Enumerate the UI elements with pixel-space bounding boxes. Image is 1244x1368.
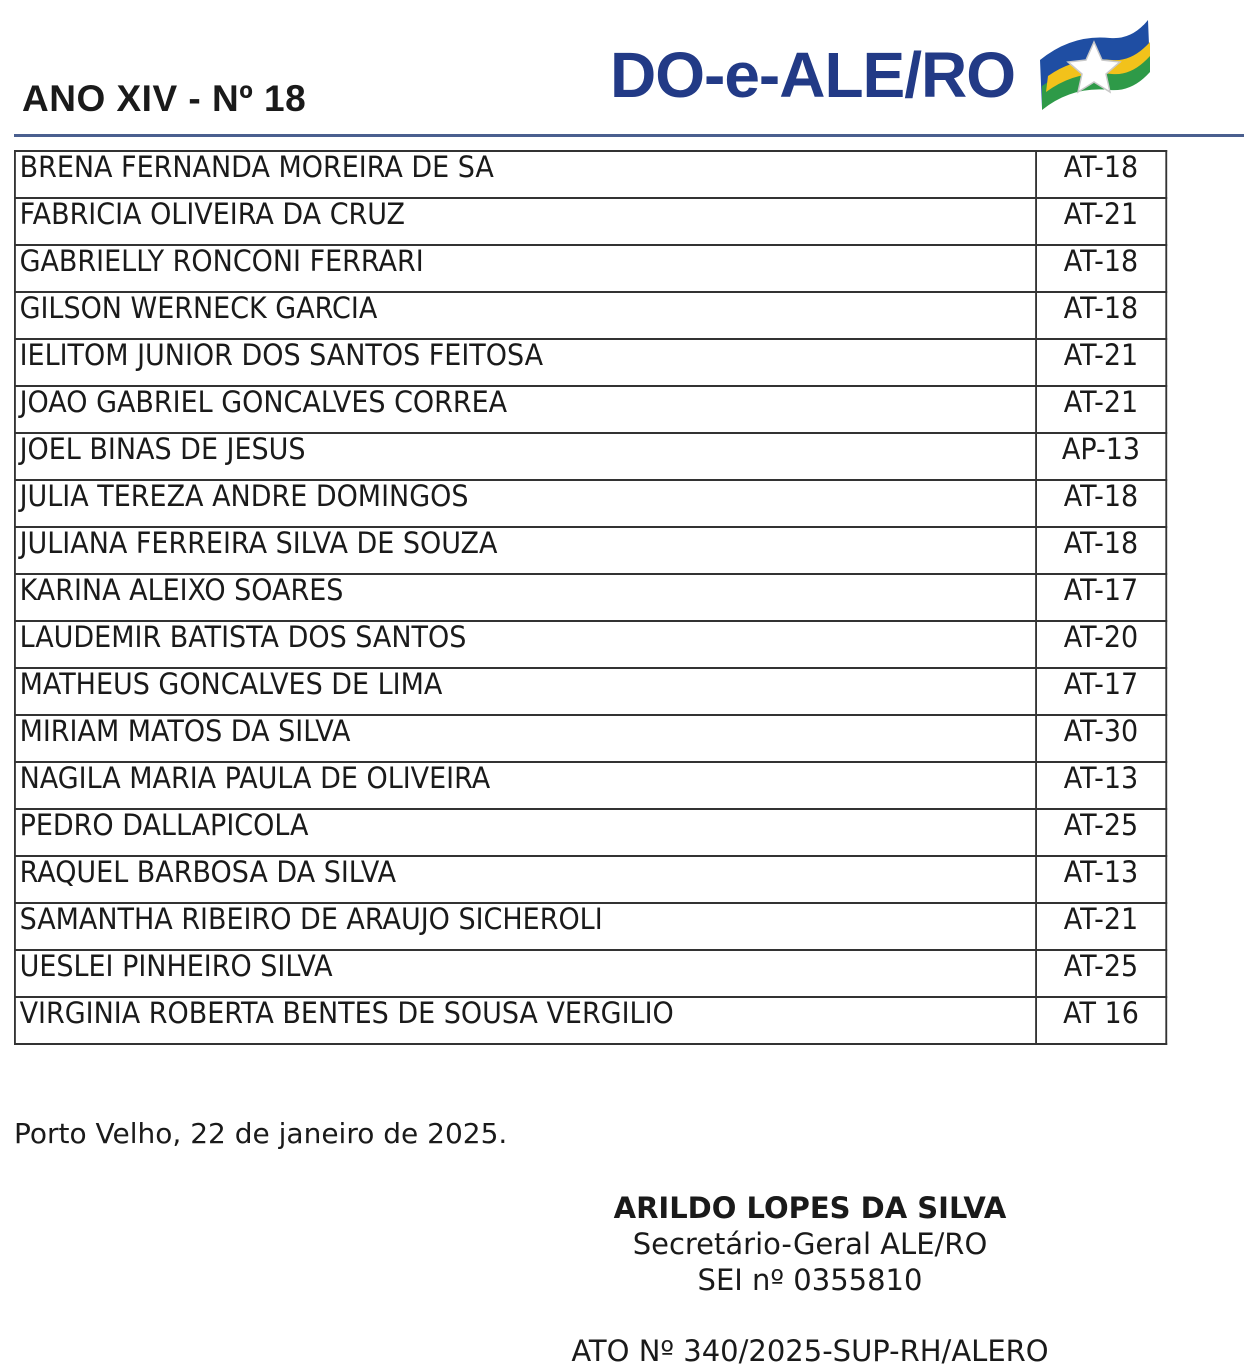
position-code-cell: AT-18	[1036, 292, 1167, 339]
signer-role: Secretário-Geral ALE/RO	[632, 1227, 988, 1261]
position-code-cell: AT-21	[1036, 198, 1167, 245]
header-rule	[14, 134, 1244, 137]
position-code-cell: AT-30	[1036, 715, 1167, 762]
position-code-cell: AT-25	[1036, 950, 1167, 997]
signer-name: ARILDO LOPES DA SILVA	[613, 1191, 1007, 1225]
position-code-cell: AT-17	[1036, 574, 1167, 621]
employee-name-cell: JOAO GABRIEL GONCALVES CORREA	[15, 386, 1036, 433]
employee-name-cell: IELITOM JUNIOR DOS SANTOS FEITOSA	[15, 339, 1036, 386]
employee-name-cell: NAGILA MARIA PAULA DE OLIVEIRA	[15, 762, 1036, 809]
employee-name-cell: JULIANA FERREIRA SILVA DE SOUZA	[15, 527, 1036, 574]
position-code-cell: AP-13	[1036, 433, 1167, 480]
position-code-cell: AT-21	[1036, 339, 1167, 386]
employee-name-cell: UESLEI PINHEIRO SILVA	[15, 950, 1036, 997]
sei-number: SEI nº 0355810	[697, 1263, 923, 1297]
employee-name-cell: GABRIELLY RONCONI FERRARI	[15, 245, 1036, 292]
table-row	[15, 621, 1166, 668]
position-code-cell: AT-13	[1036, 856, 1167, 903]
employee-name-cell: GILSON WERNECK GARCIA	[15, 292, 1036, 339]
table-row	[15, 198, 1166, 245]
employee-name-cell: JULIA TEREZA ANDRE DOMINGOS	[15, 480, 1036, 527]
place-date: Porto Velho, 22 de janeiro de 2025.	[14, 1117, 508, 1150]
employee-name-cell: JOEL BINAS DE JESUS	[15, 433, 1036, 480]
table-row	[15, 292, 1166, 339]
table-row	[15, 809, 1166, 856]
table-row	[15, 386, 1166, 433]
position-code-cell: AT-18	[1036, 151, 1167, 198]
position-code-cell: AT-17	[1036, 668, 1167, 715]
position-code-cell: AT-18	[1036, 245, 1167, 292]
position-code-cell: AT-13	[1036, 762, 1167, 809]
position-code-cell: AT-20	[1036, 621, 1167, 668]
employee-name-cell: BRENA FERNANDA MOREIRA DE SA	[15, 151, 1036, 198]
gazette-brand-title: DO-e-ALE/RO	[610, 39, 1015, 111]
table-row	[15, 903, 1166, 950]
roster-table	[14, 150, 1167, 1045]
employee-name-cell: PEDRO DALLAPICOLA	[15, 809, 1036, 856]
position-code-cell: AT-18	[1036, 527, 1167, 574]
table-row	[15, 715, 1166, 762]
table-row	[15, 151, 1166, 198]
table-row	[15, 339, 1166, 386]
position-code-cell: AT-18	[1036, 480, 1167, 527]
position-code-cell: AT 16	[1036, 997, 1167, 1044]
employee-name-cell: LAUDEMIR BATISTA DOS SANTOS	[15, 621, 1036, 668]
employee-name-cell: MIRIAM MATOS DA SILVA	[15, 715, 1036, 762]
position-code-cell: AT-21	[1036, 903, 1167, 950]
table-row	[15, 762, 1166, 809]
table-row	[15, 433, 1166, 480]
table-row	[15, 480, 1166, 527]
table-row	[15, 950, 1166, 997]
employee-name-cell: SAMANTHA RIBEIRO DE ARAUJO SICHEROLI	[15, 903, 1036, 950]
position-code-cell: AT-25	[1036, 809, 1167, 856]
signature-block	[560, 1190, 1060, 1298]
rondonia-flag-star-icon	[1032, 16, 1156, 120]
table-row	[15, 668, 1166, 715]
employee-name-cell: RAQUEL BARBOSA DA SILVA	[15, 856, 1036, 903]
employee-name-cell: FABRICIA OLIVEIRA DA CRUZ	[15, 198, 1036, 245]
table-row	[15, 997, 1166, 1044]
employee-name-cell: VIRGINIA ROBERTA BENTES DE SOUSA VERGILIO	[15, 997, 1036, 1044]
table-row	[15, 574, 1166, 621]
table-row	[15, 245, 1166, 292]
position-code-cell: AT-21	[1036, 386, 1167, 433]
next-act-title: ATO Nº 340/2025-SUP-RH/ALERO	[571, 1334, 1049, 1368]
table-row	[15, 527, 1166, 574]
table-row	[15, 856, 1166, 903]
employee-name-cell: MATHEUS GONCALVES DE LIMA	[15, 668, 1036, 715]
edition-number: ANO XIV - Nº 18	[22, 78, 307, 119]
employee-name-cell: KARINA ALEIXO SOARES	[15, 574, 1036, 621]
